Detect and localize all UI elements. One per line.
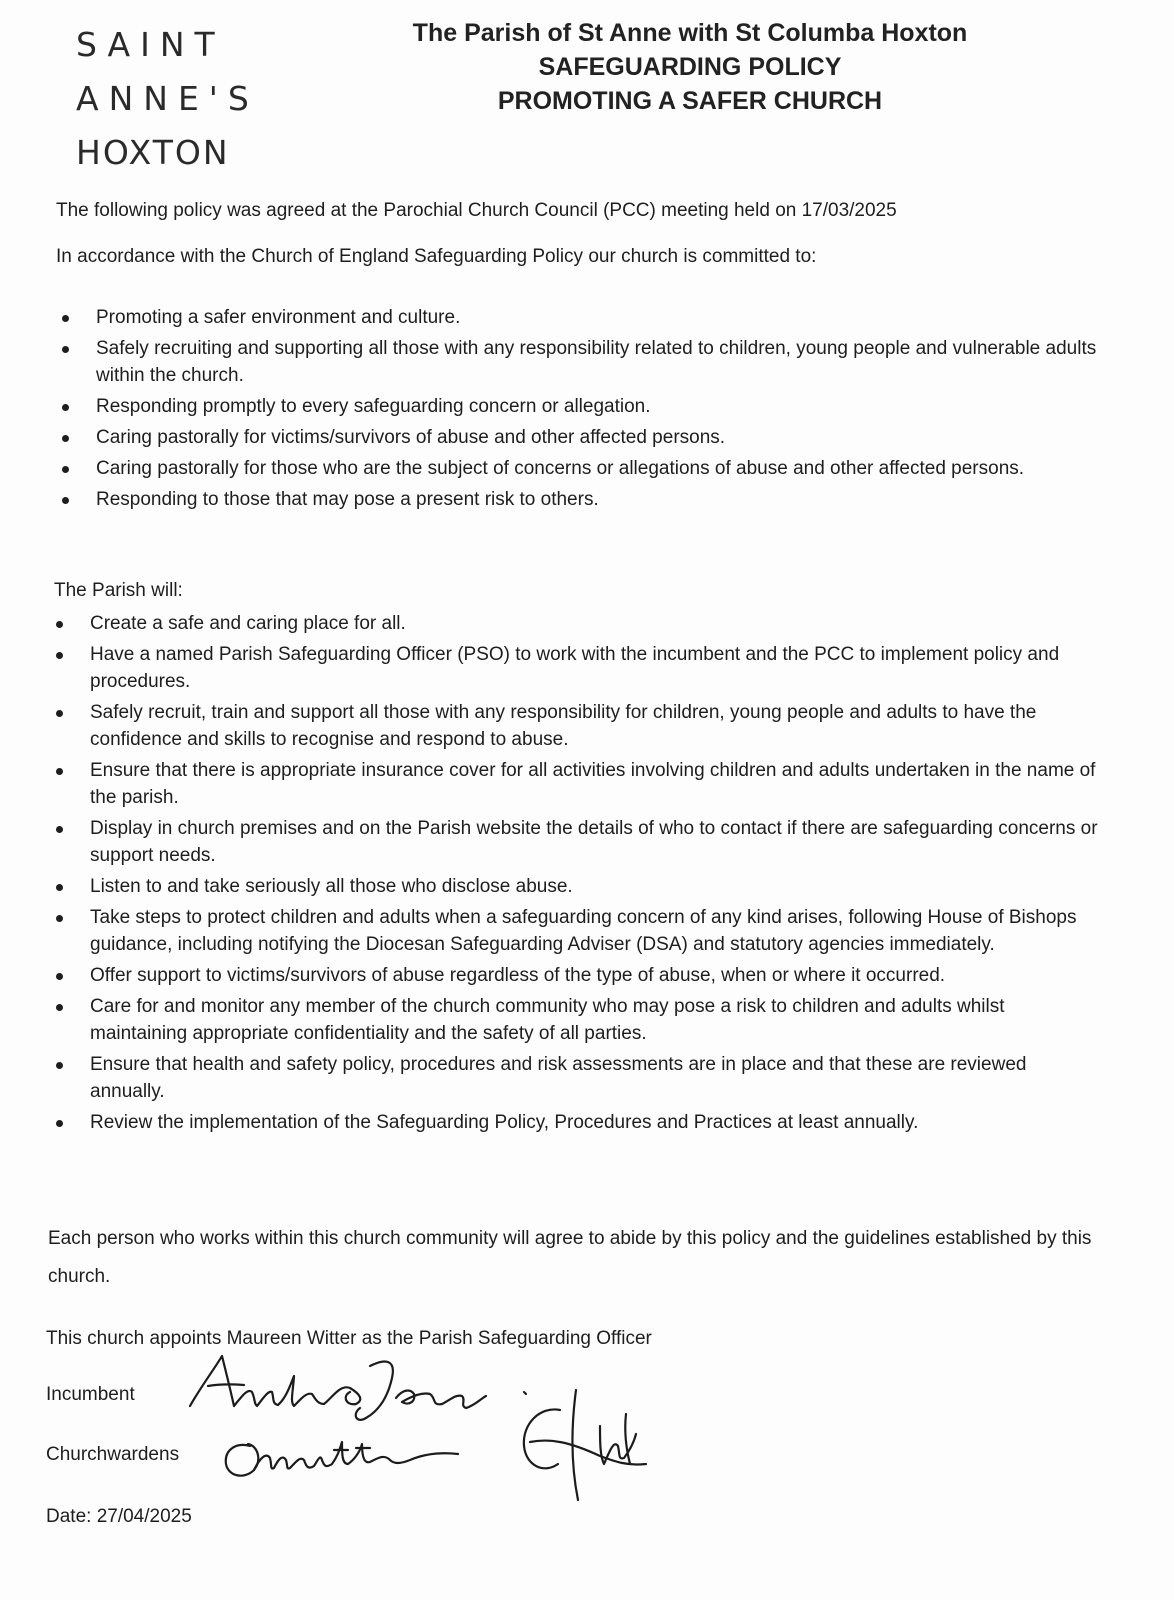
commitment-intro: In accordance with the Church of England Safeguarding Policy our church is committed to: [56,246,817,267]
bullet-icon [56,826,63,833]
list-item: Ensure that there is appropriate insurance cover for all activities involving children and adults undertaken in the name of the parish. [90,757,1100,811]
list-item: Care for and monitor any member of the church community who may pose a risk to children and adults whilst maintaining appropriate confidentiality and the safety of all parties. [90,993,1100,1047]
logo-line-annes: ANNE'S [76,79,259,118]
list-item: Review the implementation of the Safeguarding Policy, Procedures and Practices at least annually. [90,1109,1100,1136]
policy-title: SAFEGUARDING POLICY [538,53,842,81]
list-item: Caring pastorally for those who are the subject of concerns or allegations of abuse and other affected persons. [96,455,1106,482]
churchwarden-signature-2 [500,1380,660,1510]
parish-will-heading: The Parish will: [54,580,183,601]
list-item: Listen to and take seriously all those who disclose abuse. [90,873,1100,900]
parish-will-list [90,610,1100,1140]
agreement-date-statement: The following policy was agreed at the Parochial Church Council (PCC) meeting held on 17/03/2025 [56,200,897,221]
list-item: Take steps to protect children and adults when a safeguarding concern of any kind arises, following House of Bishops guidance, including notifying the Diocesan Safeguarding Adviser (DSA) and statutory agencies immediately. [90,904,1100,958]
bullet-icon [56,621,63,628]
pso-appointment: This church appoints Maureen Witter as the Parish Safeguarding Officer [46,1328,652,1349]
document-header [370,16,1010,118]
list-item: Responding promptly to every safeguarding concern or allegation. [96,393,1106,420]
logo-line-saint: SAINT [76,25,225,64]
bullet-icon [56,973,63,980]
bullet-icon [62,346,69,353]
list-item: Safely recruit, train and support all those with any responsibility for children, young people and adults to have the confidence and skills to recognise and respond to abuse. [90,699,1100,753]
commitment-list [96,304,1106,517]
bullet-icon [56,884,63,891]
bullet-icon [62,466,69,473]
churchwardens-label: Churchwardens [46,1444,180,1465]
bullet-icon [62,435,69,442]
bullet-icon [56,1062,63,1069]
bullet-icon [56,1120,63,1127]
list-item: Ensure that health and safety policy, procedures and risk assessments are in place and that these are reviewed annually. [90,1051,1100,1105]
church-logo [76,18,276,180]
churchwarden-signature-1 [214,1426,474,1486]
logo-line-hoxton: HOXTON [76,133,230,172]
agreement-statement: Each person who works within this church community will agree to abide by this policy and the guidelines established by this church. [48,1228,1092,1287]
bullet-icon [56,768,63,775]
list-item: Display in church premises and on the Parish website the details of who to contact if there are safeguarding concerns or support needs. [90,815,1100,869]
policy-subtitle: PROMOTING A SAFER CHURCH [497,87,883,115]
bullet-icon [56,1004,63,1011]
bullet-icon [56,915,63,922]
incumbent-label: Incumbent [46,1384,135,1405]
bullet-icon [62,315,69,322]
bullet-icon [56,652,63,659]
list-item: Responding to those that may pose a present risk to others. [96,486,1106,513]
list-item: Have a named Parish Safeguarding Officer (PSO) to work with the incumbent and the PCC to implement policy and procedures. [90,641,1100,695]
list-item: Offer support to victims/survivors of abuse regardless of the type of abuse, when or where it occurred. [90,962,1100,989]
list-item: Safely recruiting and supporting all those with any responsibility related to children, young people and vulnerable adults within the church. [96,335,1106,389]
list-item: Caring pastorally for victims/survivors of abuse and other affected persons. [96,424,1106,451]
bullet-icon [62,497,69,504]
parish-title: The Parish of St Anne with St Columba Hoxton [412,19,968,47]
document-date: Date: 27/04/2025 [46,1506,192,1527]
list-item: Promoting a safer environment and culture. [96,304,1106,331]
list-item: Create a safe and caring place for all. [90,610,1100,637]
bullet-icon [56,710,63,717]
bullet-icon [62,404,69,411]
